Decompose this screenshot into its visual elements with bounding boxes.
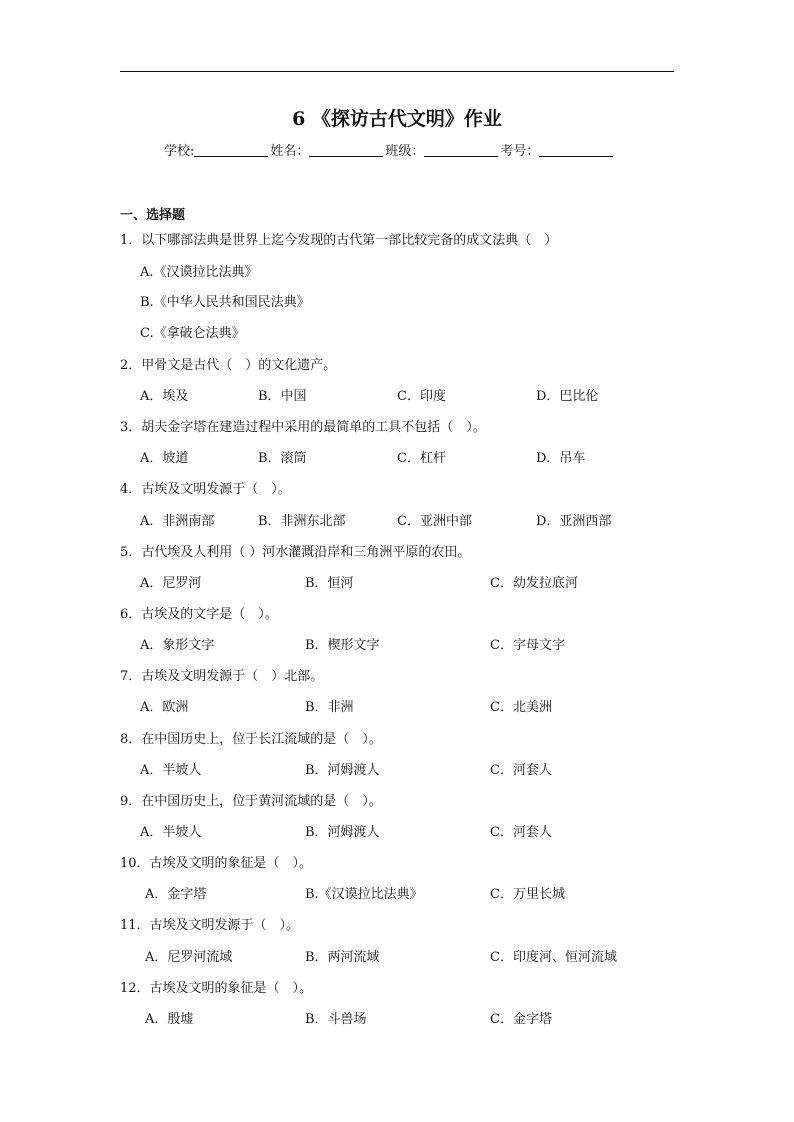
option-10c[interactable]: C．万里长城 [490,887,565,902]
option-2b[interactable]: B．中国 [258,389,307,404]
question-1: 1．以下哪部法典是世界上迄今发现的古代第一部比较完备的成文法典（ ） [120,233,558,248]
option-6b[interactable]: B．楔形文字 [305,638,380,653]
question-11: 11．古埃及文明发源于（ ）。 [120,918,300,933]
option-5b[interactable]: B．恒河 [305,576,354,591]
option-1c[interactable]: C.《拿破仑法典》 [140,326,245,341]
option-4a[interactable]: A．非洲南部 [140,514,215,529]
student-info-line [164,140,615,159]
option-1a[interactable]: A.《汉谟拉比法典》 [140,265,258,280]
name-blank[interactable] [309,144,383,157]
question-7: 7．古埃及文明发源于（ ）北部。 [120,669,324,684]
option-4c[interactable]: C．亚洲中部 [397,514,472,529]
option-8b[interactable]: B．河姆渡人 [305,763,380,778]
header-rule [120,71,674,72]
name-label: 姓名： [270,144,310,159]
option-12b[interactable]: B．斗兽场 [305,1012,367,1027]
option-9a[interactable]: A．半坡人 [140,825,202,840]
option-6c[interactable]: C．字母文字 [490,638,565,653]
option-9c[interactable]: C．河套人 [490,825,552,840]
question-4: 4．古埃及文明发源于（ ）。 [120,482,291,497]
option-3d[interactable]: D．吊车 [536,451,586,466]
class-blank[interactable] [424,144,498,157]
question-12: 12．古埃及文明的象征是（ ）。 [120,981,313,996]
option-9b[interactable]: B．河姆渡人 [305,825,380,840]
school-blank[interactable] [194,144,268,157]
question-8: 8．在中国历史上，位于长江流域的是（ ）。 [120,732,382,747]
option-4d[interactable]: D．亚洲西部 [536,514,612,529]
option-5a[interactable]: A．尼罗河 [140,576,202,591]
option-2c[interactable]: C．印度 [397,389,446,404]
option-7a[interactable]: A．欧洲 [140,700,189,715]
school-label: 学校: [164,144,195,159]
page-title: 6 《探访古代文明》作业 [292,108,502,130]
option-7c[interactable]: C．北美洲 [490,700,552,715]
option-3b[interactable]: B．滚筒 [258,451,307,466]
option-2d[interactable]: D．巴比伦 [536,389,599,404]
exam-number-blank[interactable] [539,144,613,157]
option-6a[interactable]: A．象形文字 [140,638,215,653]
question-2: 2．甲骨文是古代（ ）的文化遗产。 [120,358,337,373]
option-12a[interactable]: A．殷墟 [145,1012,194,1027]
option-5c[interactable]: C．幼发拉底河 [490,576,578,591]
option-8c[interactable]: C．河套人 [490,763,552,778]
question-5: 5．古代埃及人利用（ ）河水灌溉沿岸和三角洲平原的农田。 [120,545,471,560]
option-11c[interactable]: C．印度河、恒河流域 [490,950,617,965]
option-8a[interactable]: A．半坡人 [140,763,202,778]
exam-number-label: 考号： [500,144,540,159]
option-12c[interactable]: C．金字塔 [490,1012,552,1027]
option-11a[interactable]: A．尼罗河流域 [145,950,233,965]
option-3a[interactable]: A．坡道 [140,451,189,466]
question-3: 3．胡夫金字塔在建造过程中采用的最简单的工具不包括（ ）。 [120,420,486,435]
question-10: 10．古埃及文明的象征是（ ）。 [120,856,313,871]
option-7b[interactable]: B．非洲 [305,700,354,715]
option-10b[interactable]: B.《汉谟拉比法典》 [305,887,423,902]
question-6: 6．古埃及的文字是（ ）。 [120,607,278,622]
option-4b[interactable]: B．非洲东北部 [258,514,346,529]
option-10a[interactable]: A．金字塔 [145,887,207,902]
option-11b[interactable]: B．两河流域 [305,950,380,965]
section-heading: 一、选择题 [120,208,186,223]
option-1b[interactable]: B.《中华人民共和国民法典》 [140,295,310,310]
question-9: 9．在中国历史上，位于黄河流域的是（ ）。 [120,794,382,809]
class-label: 班级： [385,144,425,159]
option-3c[interactable]: C．杠杆 [397,451,446,466]
option-2a[interactable]: A．埃及 [140,389,189,404]
